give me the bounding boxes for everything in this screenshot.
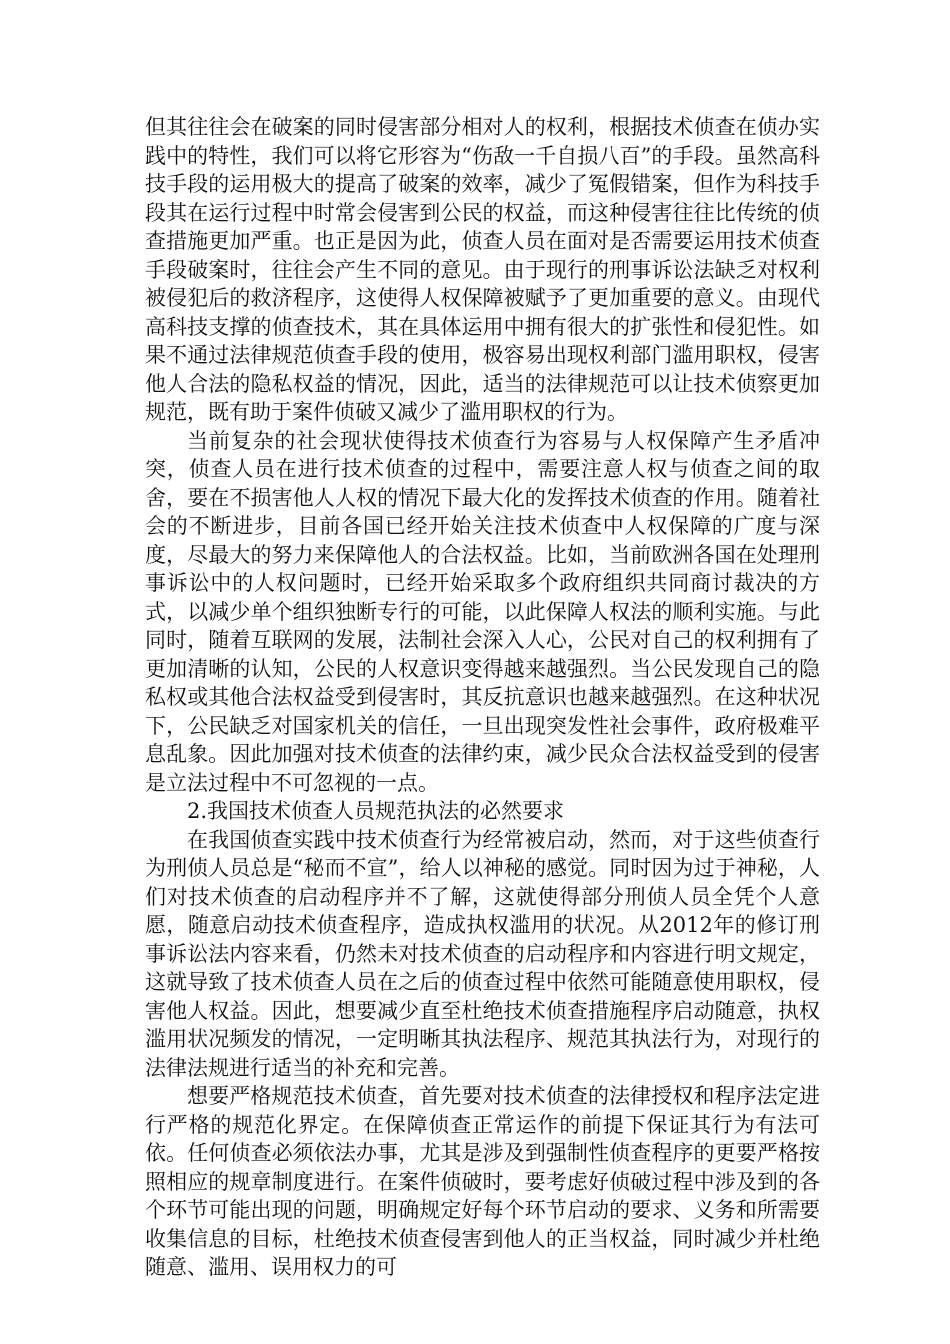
paragraph-4: 想要严格规范技术侦查，首先要对技术侦查的法律授权和程序法定进行严格的规范化界定。在保障侦查正常运作的前提下保证其行为有法可依。任何侦查必须依法办事，尤其是涉及到强制性侦查程序的更要严格按照相应的规章制度进行。在案件侦破时，要考虑好侦破过程中涉及到的各个环节可能出现的问题，明确规定好每个环节启动的要求、义务和所需要收集信息的目标，杜绝技术侦查侵害到他人的正当权益，同时减少并杜绝随意、滥用、误用权力的可 xyxy=(145,1084,820,1279)
paragraph-2: 当前复杂的社会现状使得技术侦查行为容易与人权保障产生矛盾冲突，侦查人员在进行技术侦查的过程中，需要注意人权与侦查之间的取舍，要在不损害他人人权的情况下最大化的发挥技术侦查的作用。随着社会的不断进步，目前各国已经开始关注技术侦查中人权保障的广度与深度，尽最大的努力来保障他人的合法权益。比如，当前欧洲各国在处理刑事诉讼中的人权问题时，已经开始采取多个政府组织共同商讨裁决的方式，以减少单个组织独断专行的可能，以此保障人权法的顺利实施。与此同时，随着互联网的发展，法制社会深入人心，公民对自己的权利拥有了更加清晰的认知，公民的人权意识变得越来越强烈。当公民发现自己的隐私权或其他合法权益受到侵害时，其反抗意识也越来越强烈。在这种状况下，公民缺乏对国家机关的信任，一旦出现突发性社会事件，政府极难平息乱象。因此加强对技术侦查的法律约束，减少民众合法权益受到的侵害是立法过程中不可忽视的一点。 xyxy=(145,428,820,795)
paragraph-1: 但其往往会在破案的同时侵害部分相对人的权利，根据技术侦查在侦办实践中的特性，我们可以将它形容为“伤敌一千自损八百”的手段。虽然高科技手段的运用极大的提高了破案的效率，减少了冤假错案，但作为科技手段其在运行过程中时常会侵害到公民的权益，而这种侵害往往比传统的侦查措施更加严重。也正是因为此，侦查人员在面对是否需要运用技术侦查手段破案时，往往会产生不同的意见。由于现行的刑事诉讼法缺乏对权利被侵犯后的救济程序，这使得人权保障被赋予了更加重要的意义。由现代高科技支撑的侦查技术，其在具体运用中拥有很大的扩张性和侵犯性。如果不通过法律规范侦查手段的使用，极容易出现权利部门滥用职权，侵害他人合法的隐私权益的情况，因此，适当的法律规范可以让技术侦察更加规范，既有助于案件侦破又减少了滥用职权的行为。 xyxy=(145,115,820,424)
document-page xyxy=(145,113,820,1282)
paragraph-3: 在我国侦查实践中技术侦查行为经常被启动，然而，对于这些侦查行为刑侦人员总是“秘而不宣”，给人以神秘的感觉。同时因为过于神秘，人们对技术侦查的启动程序并不了解，这就使得部分刑侦人员全凭个人意愿，随意启动技术侦查程序，造成执权滥用的状况。从2012年的修订刑事诉讼法内容来看，仍然未对技术侦查的启动程序和内容进行明文规定，这就导致了技术侦查人员在之后的侦查过程中依然可能随意使用职权，侵害他人权益。因此，想要减少直至杜绝技术侦查措施程序启动随意，执权滥用状况频发的情况，一定明晰其执法程序、规范其执法行为，对现行的法律法规进行适当的补充和完善。 xyxy=(145,827,820,1080)
section-heading: 2.我国技术侦查人员规范执法的必然要求 xyxy=(187,799,565,823)
